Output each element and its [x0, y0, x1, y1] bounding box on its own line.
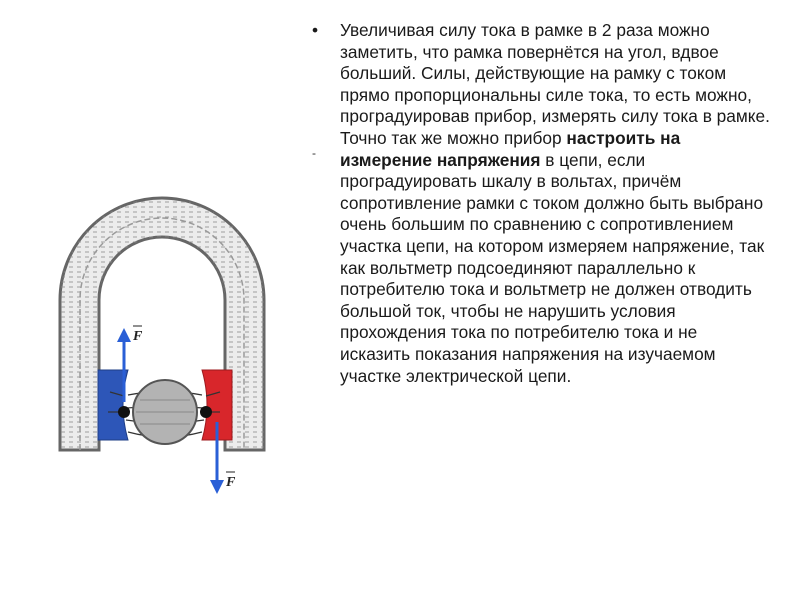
frame-contact-left: [118, 406, 130, 418]
galvanometer-illustration: [20, 150, 320, 510]
paragraph-bold: настроить на измерение напряжения: [340, 127, 681, 170]
body-text: [312, 20, 772, 387]
paragraph-part2: в цепи, если проградуировать шкалу в вольтах, причём сопротивление рамки с током должно быть выбрано очень большим по сравнению с сопротивлением участка цепи, на котором измеряем напряжение, так как вольтметр подсоединяют параллельно к потребителю тока и вольтметр не должен отводить большой ток, чтобы не нарушить условия прохождения тока по потребителю тока и не исказить показания напряжения на изучаемом участке электрической цепи.: [340, 149, 765, 386]
force-label-top: F: [133, 329, 143, 344]
force-label-bottom: F: [226, 475, 236, 490]
bullet-marker: •: [312, 20, 319, 40]
frame-contact-right: [200, 406, 212, 418]
bullet-item: [312, 20, 772, 387]
magnet-diagram: [20, 150, 320, 510]
paragraph-part1: Увеличивая силу тока в рамке в 2 раза можно заметить, что рамка повернётся на угол, вдвое больший. Силы, действующие на рамку с током прямо пропорциональны силе тока, то есть можно, проградуировав прибор, измерять силу тока в рамке. Точно так же можно прибор: [340, 20, 770, 148]
bullet-list: [312, 20, 772, 387]
paragraph: [340, 20, 770, 386]
stray-dash: -: [312, 146, 316, 160]
